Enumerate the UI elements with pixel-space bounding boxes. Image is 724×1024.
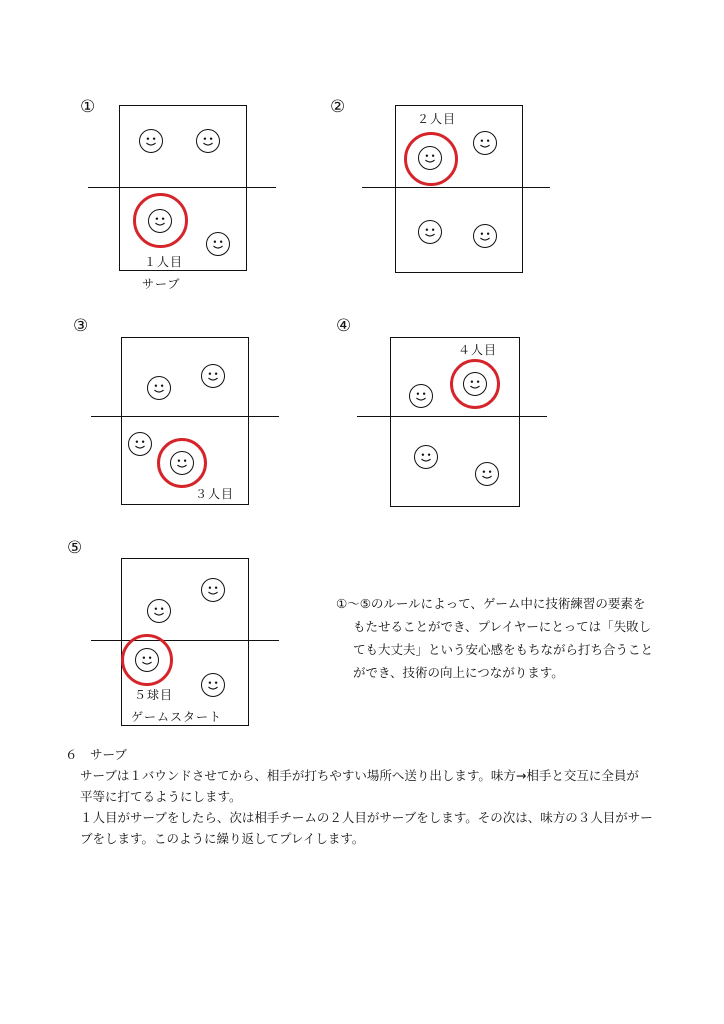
smiley-face-icon xyxy=(201,673,225,697)
smiley-face-icon xyxy=(147,376,171,400)
diagram-number: ③ xyxy=(73,316,89,336)
court xyxy=(395,105,523,273)
smiley-face-icon xyxy=(170,451,194,475)
net-line xyxy=(91,640,279,641)
smiley-face-icon xyxy=(201,364,225,388)
smiley-face-icon xyxy=(148,209,172,233)
description-line: ができ、技術の向上につながります。 xyxy=(353,665,564,680)
net-line xyxy=(88,187,276,188)
smiley-face-icon xyxy=(128,432,152,456)
smiley-face-icon xyxy=(418,146,442,170)
section-paragraph-line: 平等に打てるようにします。 xyxy=(80,789,242,804)
description-line: ①～⑤のルールによって、ゲーム中に技術練習の要素を xyxy=(336,596,646,611)
section-heading: ６ サーブ xyxy=(65,747,127,762)
smiley-face-icon xyxy=(463,372,487,396)
smiley-face-icon xyxy=(196,129,220,153)
diagram-number: ⑤ xyxy=(67,538,83,558)
smiley-face-icon xyxy=(135,648,159,672)
description-line: もたせることができ、プレイヤーにとっては「失敗し xyxy=(353,619,652,634)
net-line xyxy=(362,187,550,188)
smiley-face-icon xyxy=(409,384,433,408)
smiley-face-icon xyxy=(206,232,230,256)
player-label: ３人目 xyxy=(195,487,235,501)
player-label: サーブ xyxy=(142,277,181,291)
net-line xyxy=(91,416,279,417)
description-line: ても大丈夫」という安心感をもちながら打ち合うこと xyxy=(353,642,654,657)
serve-section xyxy=(65,744,653,849)
court xyxy=(390,337,520,507)
player-label: ２人目 xyxy=(417,112,457,126)
section-paragraph-line: サーブは１バウンドさせてから、相手が打ちやすい場所へ送り出します。味方→相手と交互に全員が xyxy=(80,768,639,783)
net-line xyxy=(357,416,547,417)
rule-description xyxy=(336,592,653,684)
smiley-face-icon xyxy=(414,445,438,469)
section-paragraph-line: ブをします。このように繰り返してプレイします。 xyxy=(80,831,365,846)
smiley-face-icon xyxy=(139,129,163,153)
player-label: １人目 xyxy=(144,255,184,269)
diagram-number: ① xyxy=(80,97,96,117)
diagram-number: ② xyxy=(330,97,346,117)
smiley-face-icon xyxy=(147,599,171,623)
player-label: ５球目 xyxy=(134,688,174,702)
player-label: ゲームスタート xyxy=(131,710,223,724)
player-label: ４人目 xyxy=(458,343,498,357)
smiley-face-icon xyxy=(201,578,225,602)
section-paragraph-line: １人目がサーブをしたら、次は相手チームの２人目がサーブをします。その次は、味方の３人目がサー xyxy=(80,810,653,825)
smiley-face-icon xyxy=(473,131,497,155)
smiley-face-icon xyxy=(473,224,497,248)
smiley-face-icon xyxy=(418,220,442,244)
diagram-number: ④ xyxy=(336,316,352,336)
smiley-face-icon xyxy=(475,462,499,486)
